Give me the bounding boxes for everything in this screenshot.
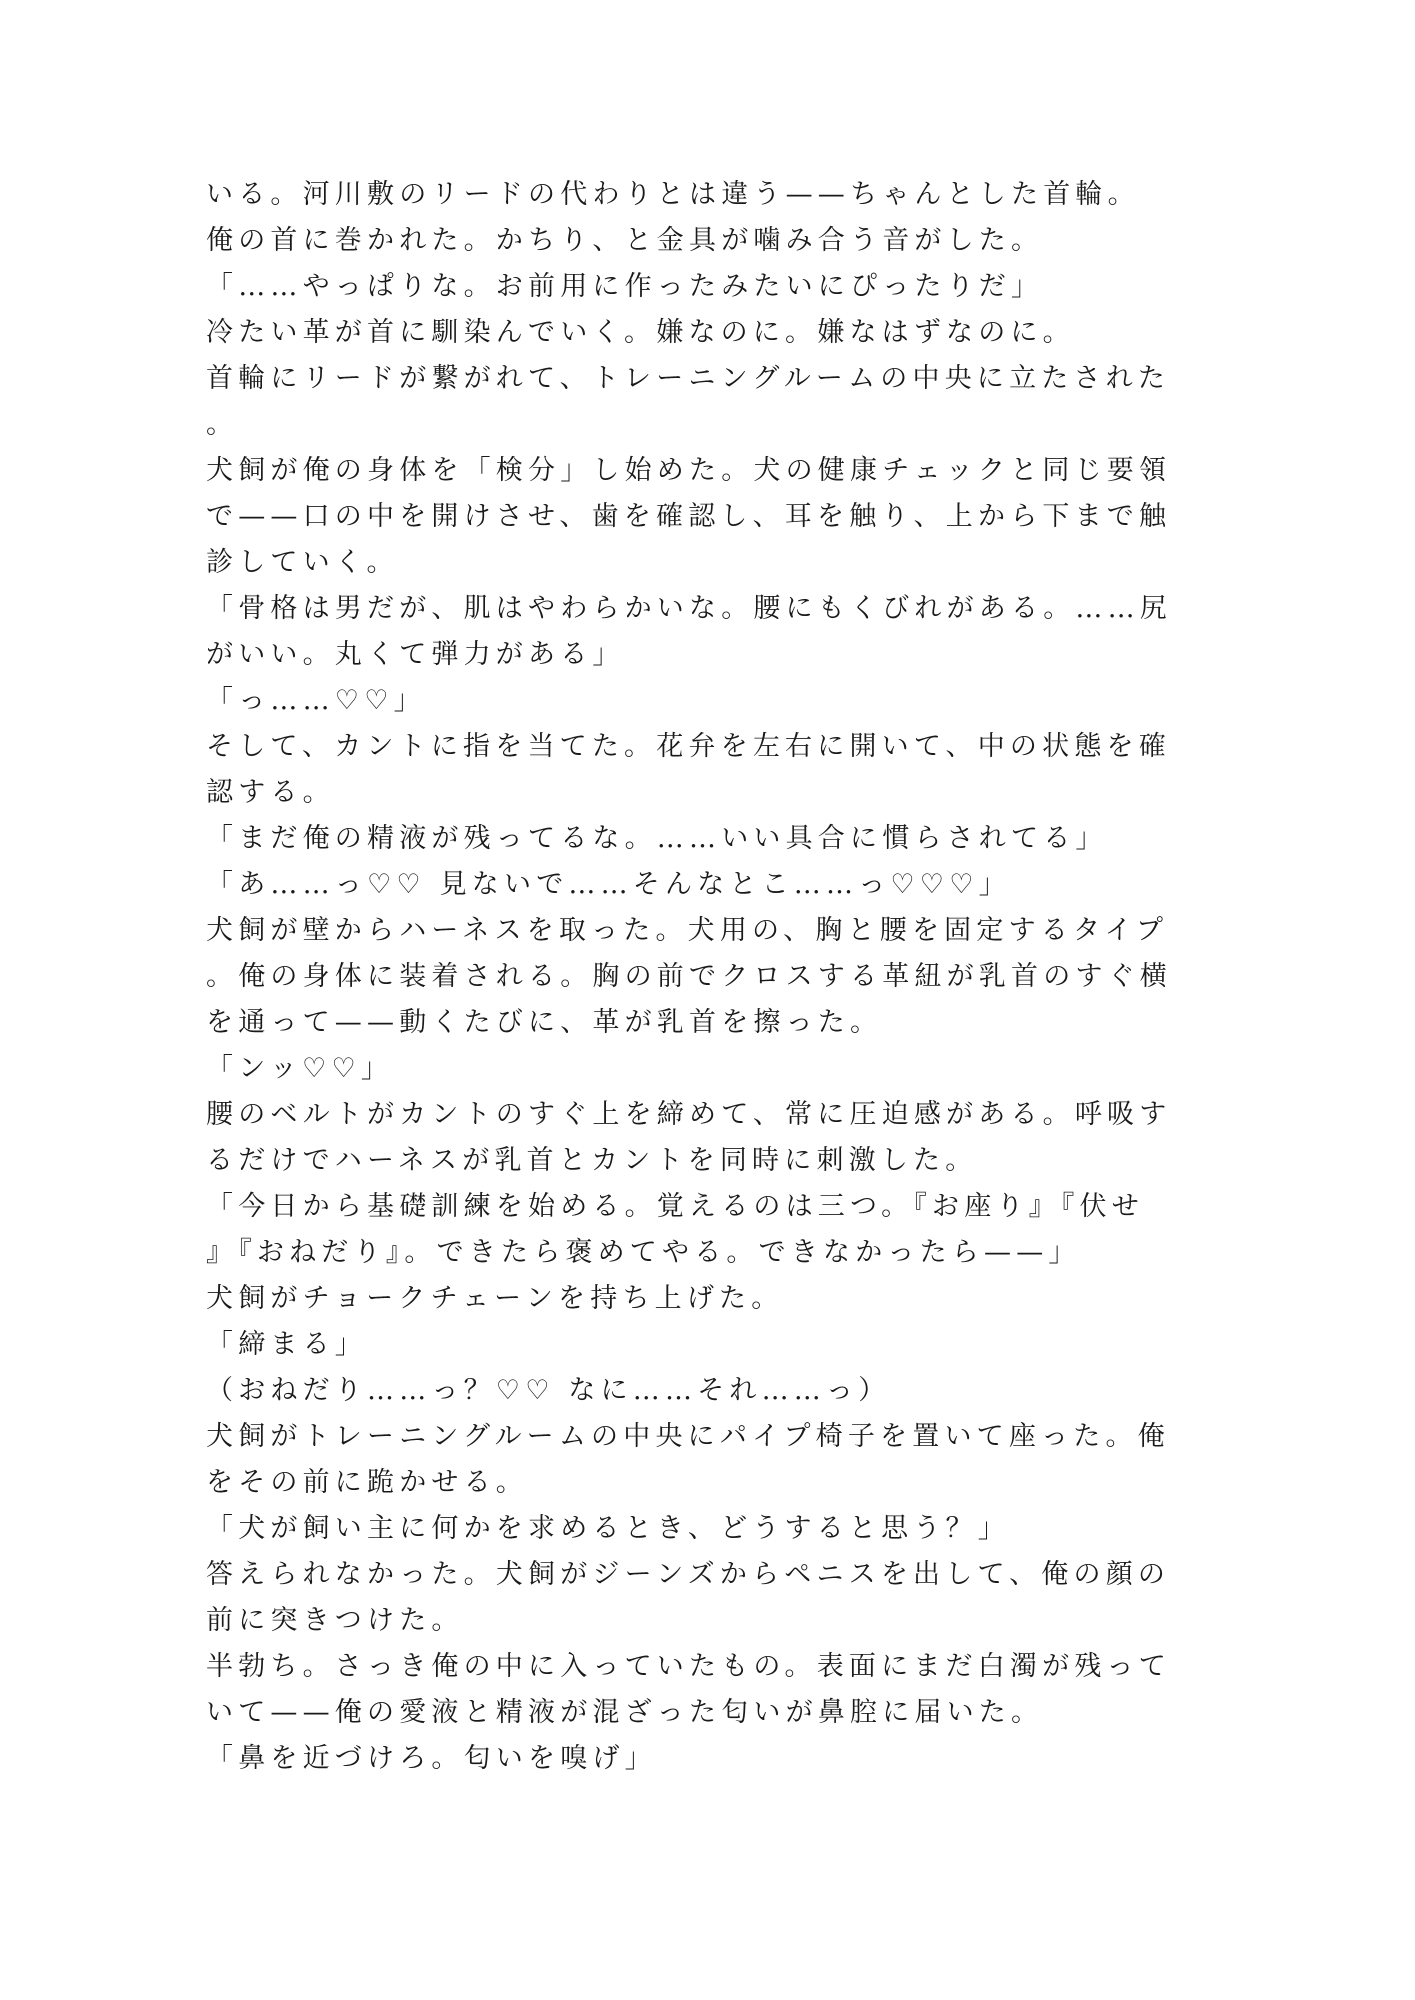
text-line: 「犬が飼い主に何かを求めるとき、どうすると思う？」 [206,1513,1010,1544]
text-line: 「鼻を近づけろ。匂いを嗅げ」 [206,1743,657,1774]
text-line: がいい。丸くて弾力がある」 [206,639,625,670]
text-line: 認する。 [206,777,335,808]
text-line: 「まだ俺の精液が残ってるな。……いい具合に慣らされてる」 [206,823,1108,854]
text-line: 「っ……♡♡」 [206,685,426,716]
text-line: そして、カントに指を当てた。花弁を左右に開いて、中の状態を確 [206,731,1171,762]
text-line: 「ンッ♡♡」 [206,1053,394,1084]
text-line: 犬飼がトレーニングルームの中央にパイプ椅子を置いて座った。俺 [206,1421,1170,1452]
text-line: 犬飼がチョークチェーンを持ち上げた。 [206,1283,784,1314]
text-line: 冷たい革が首に馴染んでいく。嫌なのに。嫌なはずなのに。 [206,317,1075,348]
text-line: いて——俺の愛液と精液が混ざった匂いが鼻腔に届いた。 [206,1697,1044,1728]
text-line: 前に突きつけた。 [206,1605,464,1636]
text-line: 診していく。 [206,547,399,578]
text-line: 。俺の身体に装着される。胸の前でクロスする革紐が乳首のすぐ横 [206,961,1172,992]
document-body [206,172,1206,1782]
text-line: を通って——動くたびに、革が乳首を擦った。 [206,1007,883,1038]
text-line: 俺の首に巻かれた。かちり、と金具が噛み合う音がした。 [206,225,1044,256]
text-line: 「骨格は男だが、肌はやわらかいな。腰にもくびれがある。……尻 [206,593,1172,624]
text-line: 腰のベルトがカントのすぐ上を締めて、常に圧迫感がある。呼吸す [206,1099,1172,1130]
text-line: 』『おねだり』。できたら褒めてやる。できなかったら——」 [206,1237,1081,1268]
text-line: 。 [206,409,239,440]
text-line: 犬飼が壁からハーネスを取った。犬用の、胸と腰を固定するタイプ [206,915,1169,946]
text-line: をその前に跪かせる。 [206,1467,528,1498]
text-line: 犬飼が俺の身体を「検分」し始めた。犬の健康チェックと同じ要領 [206,455,1172,486]
text-line: 「締まる」 [206,1329,367,1360]
text-line: で——口の中を開けさせ、歯を確認し、耳を触り、上から下まで触 [206,501,1172,532]
text-line: （おねだり……っ？♡♡ なに……それ……っ） [206,1375,891,1406]
text-line: 答えられなかった。犬飼がジーンズからペニスを出して、俺の顔の [206,1559,1171,1590]
text-line: 首輪にリードが繋がれて、トレーニングルームの中央に立たされた [206,363,1171,394]
text-line: るだけでハーネスが乳首とカントを同時に刺激した。 [206,1145,978,1176]
text-line: 「あ……っ♡♡ 見ないで……そんなとこ……っ♡♡♡」 [206,869,1011,900]
text-line: いる。河川敷のリードの代わりとは違う——ちゃんとした首輪。 [206,179,1140,210]
text-line: 「……やっぱりな。お前用に作ったみたいにぴったりだ」 [206,271,1044,302]
text-line: 半勃ち。さっき俺の中に入っていたもの。表面にまだ白濁が残って [206,1651,1171,1682]
text-line: 「今日から基礎訓練を始める。覚えるのは三つ。『お座り』『伏せ [206,1191,1144,1222]
